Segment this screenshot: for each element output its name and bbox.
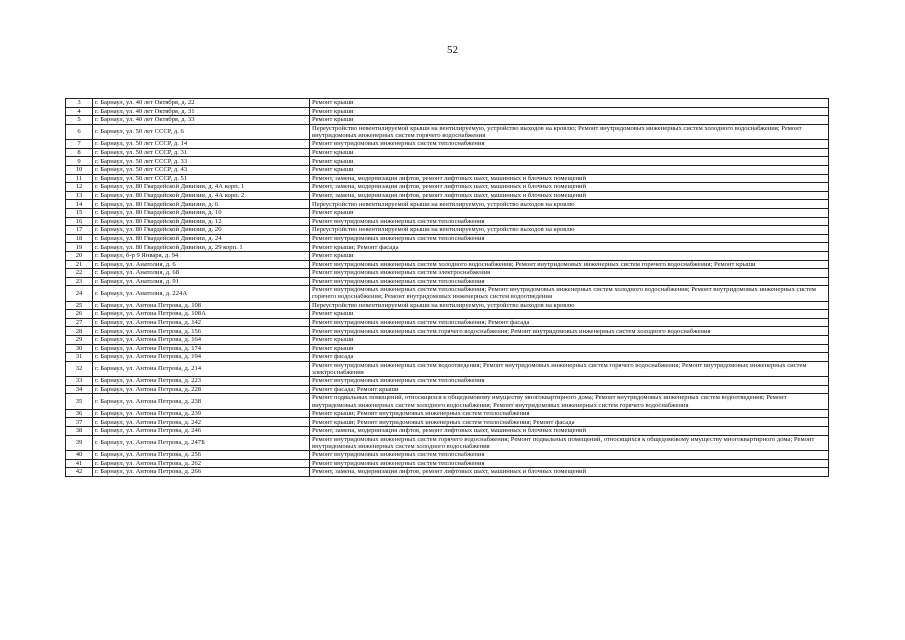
row-number: 3 (66, 99, 93, 108)
work-cell: Ремонт внутридомовых инженерных систем теплоснабжения (310, 277, 829, 286)
work-cell: Ремонт, замена, модернизация лифтов, ремонт лифтовых шахт, машинных и блочных помещений (310, 174, 829, 183)
address-cell: г. Барнаул, ул. Антона Петрова, д. 246 (93, 427, 310, 436)
address-cell: г. Барнаул, ул. 50 лет СССР, д. 31 (93, 148, 310, 157)
table-row (66, 277, 829, 286)
address-cell: г. Барнаул, б-р 9 Января, д. 94 (93, 251, 310, 260)
address-cell: г. Барнаул, ул. Анатолия, д. 68 (93, 269, 310, 278)
row-number: 12 (66, 183, 93, 192)
row-number: 24 (66, 286, 93, 301)
table-row (66, 165, 829, 174)
work-cell: Ремонт, замена, модернизация лифтов, ремонт лифтовых шахт, машинных и блочных помещений (310, 427, 829, 436)
row-number: 10 (66, 165, 93, 174)
work-cell: Ремонт внутридомовых инженерных систем теплоснабжения; Ремонт фасада (310, 318, 829, 327)
address-cell: г. Барнаул, ул. Анатолия, д. 224А (93, 286, 310, 301)
table-row (66, 191, 829, 200)
row-number: 25 (66, 301, 93, 310)
work-cell: Ремонт крыши; Ремонт внутридомовых инженерных систем теплоснабжения; Ремонт фасада (310, 418, 829, 427)
address-cell: г. Барнаул, ул. 40 лет Октября, д. 31 (93, 107, 310, 116)
table-row (66, 361, 829, 376)
work-cell: Ремонт крыши (310, 107, 829, 116)
work-cell: Ремонт внутридомовых инженерных систем электроснабжения (310, 269, 829, 278)
row-number: 15 (66, 208, 93, 217)
address-cell: г. Барнаул, ул. Антона Петрова, д. 174 (93, 344, 310, 353)
row-number: 11 (66, 174, 93, 183)
table-row (66, 318, 829, 327)
work-cell: Ремонт крыши (310, 310, 829, 319)
address-cell: г. Барнаул, ул. Анатолия, д. 6 (93, 260, 310, 269)
table-row (66, 183, 829, 192)
work-cell: Ремонт крыши (310, 157, 829, 166)
address-cell: г. Барнаул, ул. 40 лет Октября, д. 22 (93, 99, 310, 108)
row-number: 22 (66, 269, 93, 278)
address-cell: г. Барнаул, ул. 50 лет СССР, д. 33 (93, 157, 310, 166)
repair-table (65, 98, 829, 477)
address-cell: г. Барнаул, ул. Антона Петрова, д. 194 (93, 353, 310, 362)
work-cell: Ремонт внутридомовых инженерных систем водоотведения; Ремонт внутридомовых инженерных систем горячего водоснабжения; Ремонт внутридомовых инженерных систем электроснабжения (310, 361, 829, 376)
row-number: 13 (66, 191, 93, 200)
work-cell: Ремонт внутридомовых инженерных систем теплоснабжения (310, 140, 829, 149)
address-cell: г. Барнаул, ул. Антона Петрова, д. 108А (93, 310, 310, 319)
row-number: 21 (66, 260, 93, 269)
work-cell: Ремонт крыши (310, 99, 829, 108)
table-row (66, 116, 829, 125)
work-cell: Ремонт фасада; Ремонт крыши (310, 385, 829, 394)
table-row (66, 107, 829, 116)
address-cell: г. Барнаул, ул. 50 лет СССР, д. 6 (93, 124, 310, 139)
address-cell: г. Барнаул, ул. Антона Петрова, д. 247Б (93, 435, 310, 450)
row-number: 34 (66, 385, 93, 394)
address-cell: г. Барнаул, ул. 80 Гвардейской Дивизии, д. 4А корп. 1 (93, 183, 310, 192)
table-row (66, 217, 829, 226)
work-cell: Переустройство невентилируемой крыши на вентилируемую, устройство выходов на кровлю (310, 301, 829, 310)
table-row (66, 243, 829, 252)
address-cell: г. Барнаул, ул. Антона Петрова, д. 164 (93, 336, 310, 345)
row-number: 33 (66, 377, 93, 386)
row-number: 18 (66, 234, 93, 243)
table-row (66, 418, 829, 427)
work-cell: Ремонт подвальных помещений, относящихся к общедомовому имуществу многоквартирного дома; Ремонт внутридомовых инженерных систем водоотведения; Ремонт внутридомовых инженерных систем холодного водоснабжения; Ремонт внутридомовых инженерных систем горячего водоснабжения (310, 394, 829, 409)
row-number: 26 (66, 310, 93, 319)
work-cell: Переустройство невентилируемой крыши на вентилируемую, устройство выходов на кровлю (310, 226, 829, 235)
table-row (66, 327, 829, 336)
table-row (66, 409, 829, 418)
row-number: 40 (66, 451, 93, 460)
row-number: 32 (66, 361, 93, 376)
row-number: 6 (66, 124, 93, 139)
row-number: 39 (66, 435, 93, 450)
page-number: 52 (447, 44, 458, 56)
address-cell: г. Барнаул, ул. Антона Петрова, д. 228 (93, 385, 310, 394)
row-number: 4 (66, 107, 93, 116)
table-row (66, 301, 829, 310)
address-cell: г. Барнаул, ул. Антона Петрова, д. 223 (93, 377, 310, 386)
address-cell: г. Барнаул, ул. 80 Гвардейской Дивизии, д. 24 (93, 234, 310, 243)
row-number: 7 (66, 140, 93, 149)
address-cell: г. Барнаул, ул. Антона Петрова, д. 214 (93, 361, 310, 376)
address-cell: г. Барнаул, ул. Антона Петрова, д. 262 (93, 459, 310, 468)
address-cell: г. Барнаул, ул. Антона Петрова, д. 242 (93, 418, 310, 427)
table-row (66, 336, 829, 345)
address-cell: г. Барнаул, ул. 80 Гвардейской Дивизии, д. 6 (93, 200, 310, 209)
row-number: 29 (66, 336, 93, 345)
table-row (66, 260, 829, 269)
row-number: 37 (66, 418, 93, 427)
address-cell: г. Барнаул, ул. 80 Гвардейской Дивизии, д. 12 (93, 217, 310, 226)
row-number: 20 (66, 251, 93, 260)
work-cell: Переустройство невентилируемой крыши на вентилируемую, устройство выходов на кровлю; Ремонт внутридомовых инженерных систем холодного водоснабжения; Ремонт внутридомовых инженерных систем горячего водоснабжения (310, 124, 829, 139)
address-cell: г. Барнаул, ул. Антона Петрова, д. 156 (93, 327, 310, 336)
table-row (66, 148, 829, 157)
repair-table-body (66, 99, 829, 477)
table-row (66, 234, 829, 243)
table-row (66, 251, 829, 260)
table-row (66, 468, 829, 477)
row-number: 36 (66, 409, 93, 418)
row-number: 8 (66, 148, 93, 157)
row-number: 38 (66, 427, 93, 436)
address-cell: г. Барнаул, ул. Анатолия, д. 91 (93, 277, 310, 286)
table-row (66, 385, 829, 394)
work-cell: Ремонт, замена, модернизация лифтов, ремонт лифтовых шахт, машинных и блочных помещений (310, 468, 829, 477)
work-cell: Ремонт крыши (310, 116, 829, 125)
address-cell: г. Барнаул, ул. 50 лет СССР, д. 14 (93, 140, 310, 149)
table-row (66, 459, 829, 468)
work-cell: Ремонт крыши; Ремонт внутридомовых инженерных систем теплоснабжения (310, 409, 829, 418)
table-row (66, 157, 829, 166)
table-row (66, 140, 829, 149)
table-row (66, 124, 829, 139)
address-cell: г. Барнаул, ул. 50 лет СССР, д. 43 (93, 165, 310, 174)
row-number: 41 (66, 459, 93, 468)
work-cell: Ремонт внутридомовых инженерных систем теплоснабжения (310, 451, 829, 460)
work-cell: Ремонт внутридомовых инженерных систем холодного водоснабжения; Ремонт внутридомовых инженерных систем горячего водоснабжения; Ремонт крыши (310, 260, 829, 269)
table-row (66, 286, 829, 301)
address-cell: г. Барнаул, ул. Антона Петрова, д. 108 (93, 301, 310, 310)
work-cell: Ремонт, замена, модернизация лифтов, ремонт лифтовых шахт, машинных и блочных помещений (310, 183, 829, 192)
row-number: 23 (66, 277, 93, 286)
work-cell: Ремонт крыши (310, 251, 829, 260)
table-row (66, 310, 829, 319)
row-number: 17 (66, 226, 93, 235)
address-cell: г. Барнаул, ул. 80 Гвардейской Дивизии, д. 20 (93, 226, 310, 235)
address-cell: г. Барнаул, ул. 50 лет СССР, д. 51 (93, 174, 310, 183)
work-cell: Ремонт крыши (310, 148, 829, 157)
row-number: 16 (66, 217, 93, 226)
table-row (66, 377, 829, 386)
table-row (66, 208, 829, 217)
address-cell: г. Барнаул, ул. Антона Петрова, д. 239 (93, 409, 310, 418)
address-cell: г. Барнаул, ул. 40 лет Октября, д. 33 (93, 116, 310, 125)
row-number: 30 (66, 344, 93, 353)
address-cell: г. Барнаул, ул. Антона Петрова, д. 256 (93, 451, 310, 460)
table-row (66, 451, 829, 460)
row-number: 9 (66, 157, 93, 166)
table-row (66, 226, 829, 235)
row-number: 35 (66, 394, 93, 409)
table-row (66, 344, 829, 353)
work-cell: Ремонт крыши; Ремонт фасада (310, 243, 829, 252)
work-cell: Ремонт внутридомовых инженерных систем горячего водоснабжения; Ремонт подвальных помещений, относящихся к общедомовому имуществу многоквартирного дома; Ремонт внутридомовых инженерных систем холодного водоснабжения (310, 435, 829, 450)
table-row (66, 427, 829, 436)
row-number: 31 (66, 353, 93, 362)
row-number: 42 (66, 468, 93, 477)
row-number: 14 (66, 200, 93, 209)
table-row (66, 269, 829, 278)
work-cell: Ремонт, замена, модернизация лифтов, ремонт лифтовых шахт, машинных и блочных помещений (310, 191, 829, 200)
row-number: 28 (66, 327, 93, 336)
address-cell: г. Барнаул, ул. 80 Гвардейской Дивизии, д. 4А корп. 2 (93, 191, 310, 200)
table-row (66, 435, 829, 450)
work-cell: Ремонт внутридомовых инженерных систем теплоснабжения (310, 217, 829, 226)
row-number: 19 (66, 243, 93, 252)
address-cell: г. Барнаул, ул. Антона Петрова, д. 142 (93, 318, 310, 327)
row-number: 5 (66, 116, 93, 125)
work-cell: Ремонт внутридомовых инженерных систем теплоснабжения; Ремонт внутридомовых инженерных систем холодного водоснабжения; Ремонт внутридомовых инженерных систем горячего водоснабжения; Ремонт внутридомовых инженерных систем водоотведения (310, 286, 829, 301)
table-row (66, 99, 829, 108)
address-cell: г. Барнаул, ул. 80 Гвардейской Дивизии, д. 10 (93, 208, 310, 217)
work-cell: Ремонт фасада (310, 353, 829, 362)
address-cell: г. Барнаул, ул. Антона Петрова, д. 238 (93, 394, 310, 409)
work-cell: Ремонт крыши (310, 336, 829, 345)
work-cell: Ремонт внутридомовых инженерных систем теплоснабжения (310, 377, 829, 386)
work-cell: Ремонт внутридомовых инженерных систем горячего водоснабжения; Ремонт внутридомовых инженерных систем холодного водоснабжения (310, 327, 829, 336)
table-row (66, 394, 829, 409)
address-cell: г. Барнаул, ул. Антона Петрова, д. 266 (93, 468, 310, 477)
work-cell: Ремонт крыши (310, 344, 829, 353)
work-cell: Ремонт внутридомовых инженерных систем теплоснабжения (310, 234, 829, 243)
work-cell: Ремонт крыши (310, 165, 829, 174)
address-cell: г. Барнаул, ул. 80 Гвардейской Дивизии, д. 29 корп. 1 (93, 243, 310, 252)
table-row (66, 174, 829, 183)
work-cell: Ремонт внутридомовых инженерных систем теплоснабжения (310, 459, 829, 468)
table-row (66, 200, 829, 209)
work-cell: Ремонт крыши (310, 208, 829, 217)
row-number: 27 (66, 318, 93, 327)
table-row (66, 353, 829, 362)
work-cell: Переустройство невентилируемой крыши на вентилируемую, устройство выходов на кровлю (310, 200, 829, 209)
